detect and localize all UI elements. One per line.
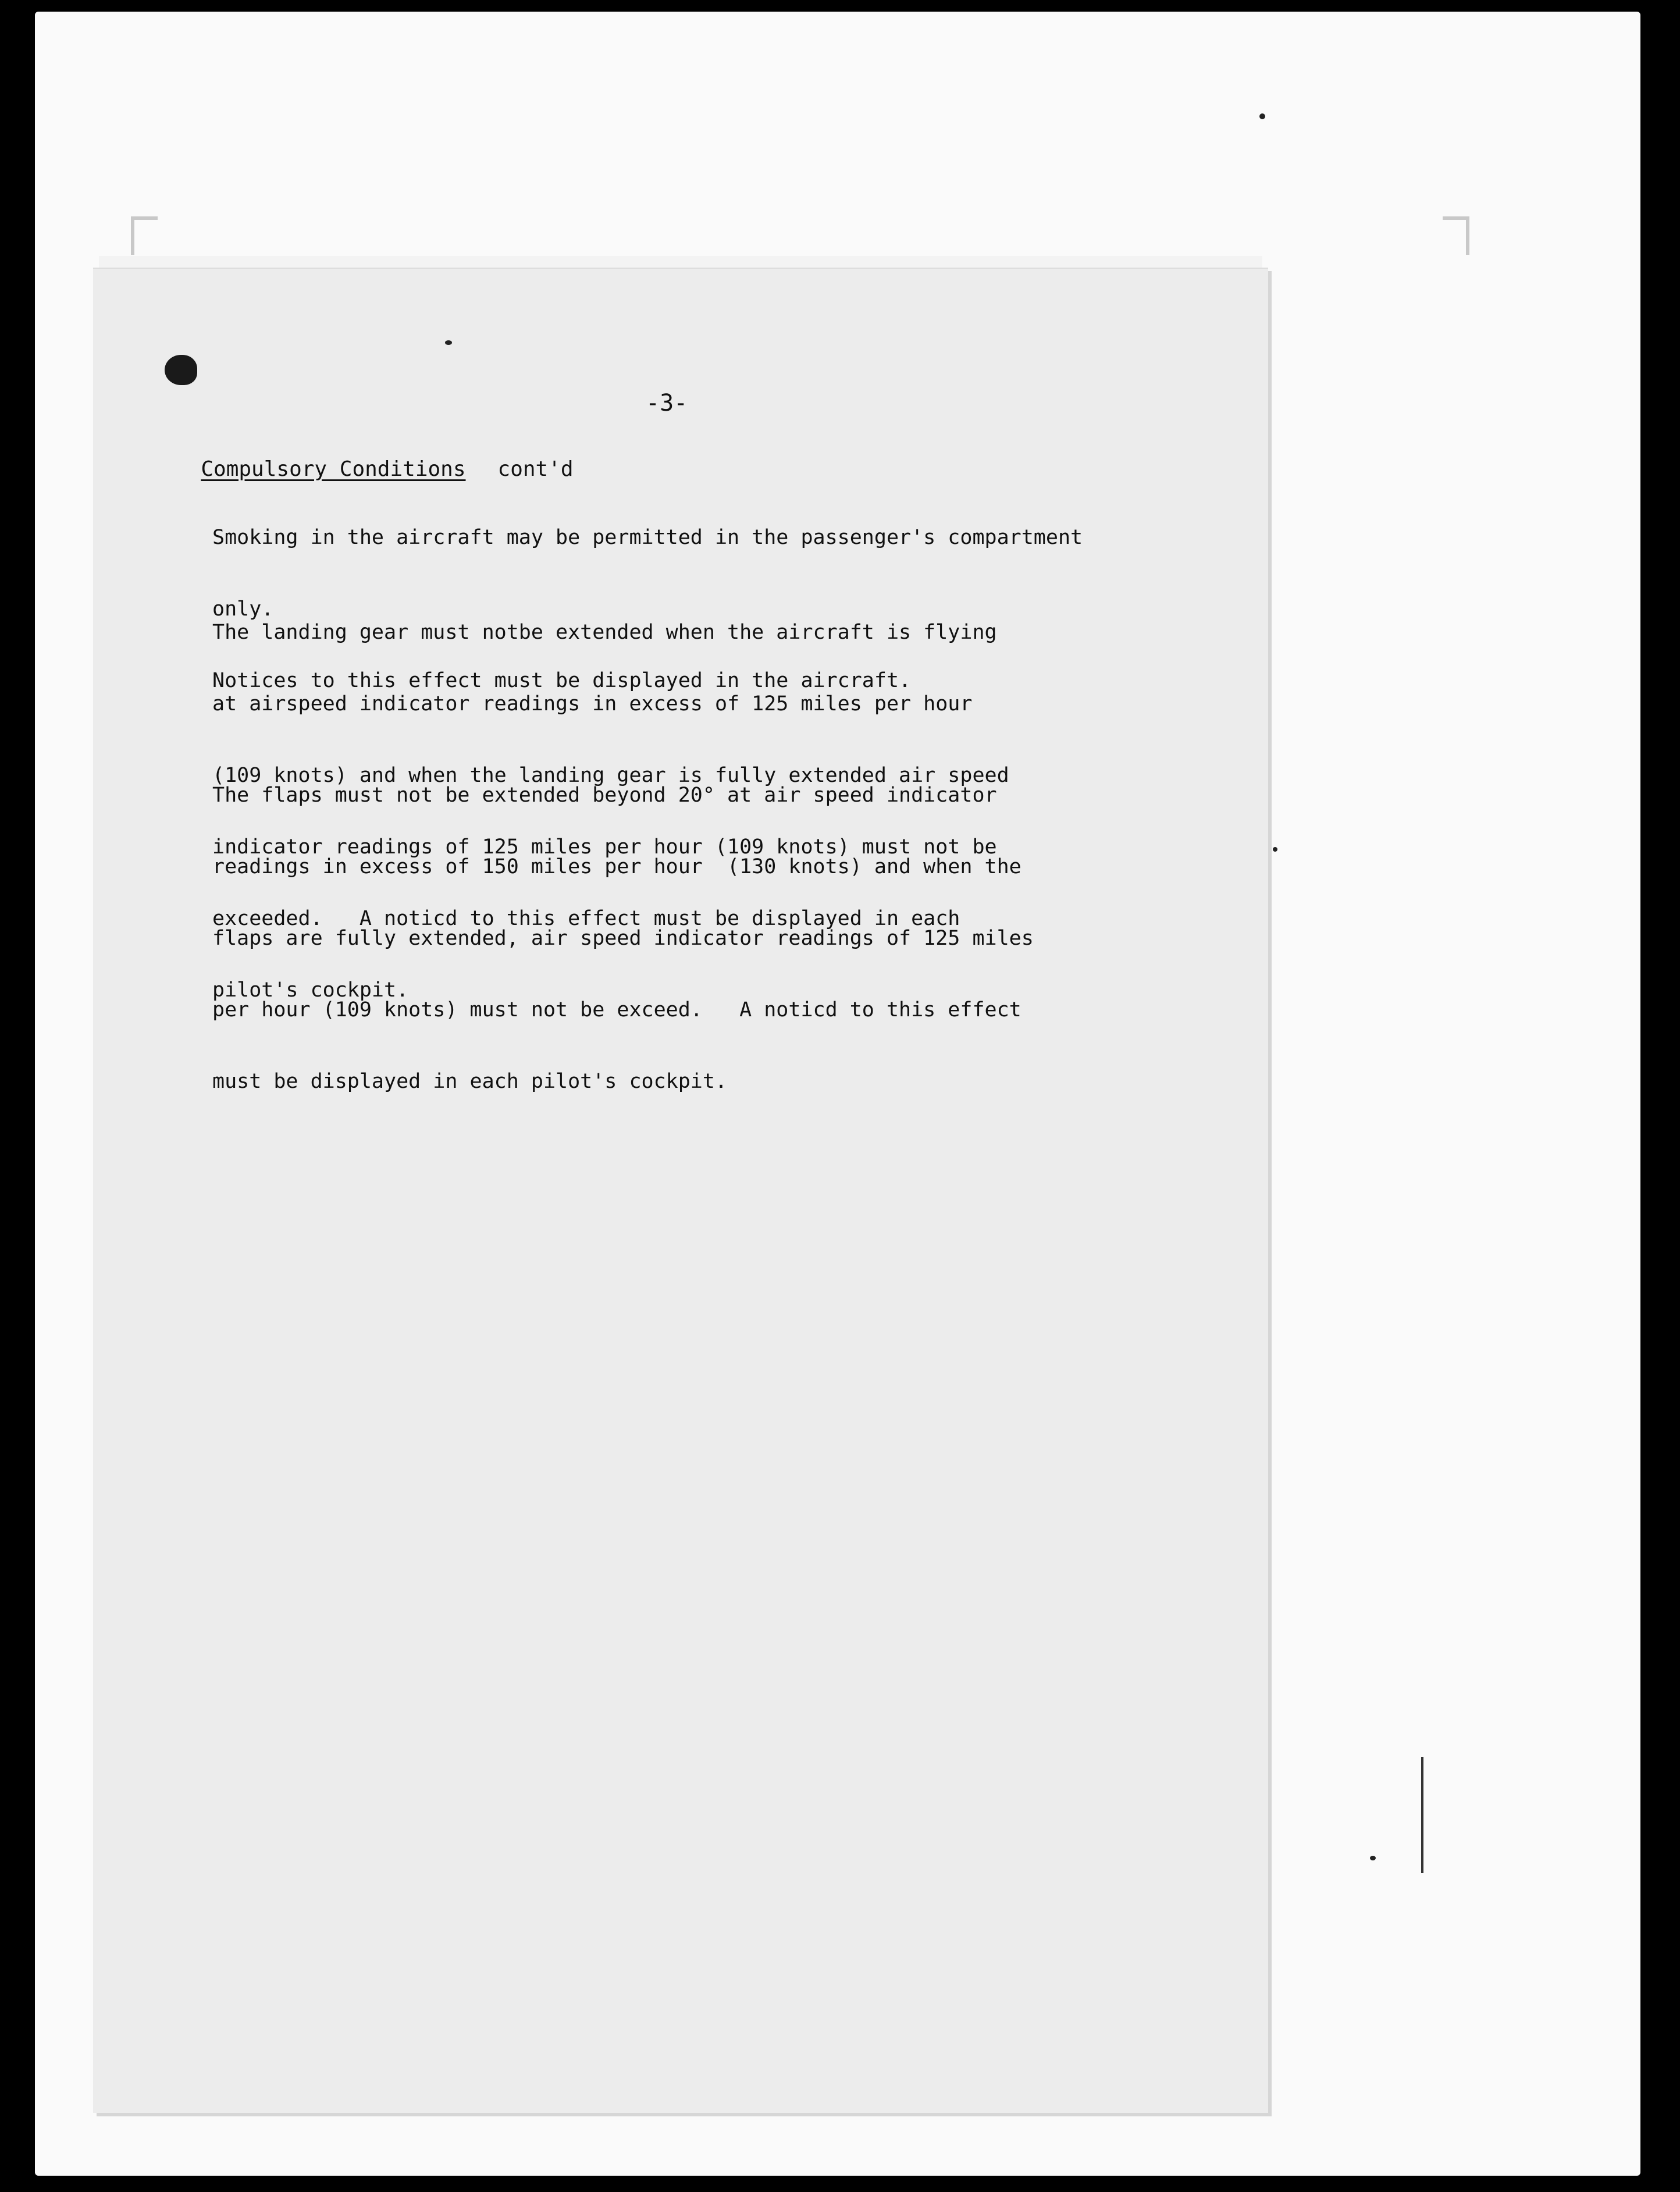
text-line: pilot's cockpit. bbox=[212, 978, 409, 1002]
text-line: (109 knots) and when the landing gear is fully extended air speed bbox=[212, 764, 1009, 787]
text-line: readings in excess of 150 miles per hour (130 knots) and when the bbox=[212, 855, 1021, 878]
scratch-line bbox=[1421, 1757, 1423, 1873]
text-line: must be displayed in each pilot's cockpit. bbox=[212, 1070, 728, 1093]
text-line: flaps are fully extended, air speed indicator readings of 125 miles bbox=[212, 927, 1034, 950]
text-line: Smoking in the aircraft may be permitted in the passenger's compartment bbox=[212, 526, 1083, 549]
text-line: at airspeed indicator readings in excess of 125 miles per hour bbox=[212, 692, 973, 716]
corner-mark-right bbox=[1443, 216, 1469, 255]
corner-mark-left bbox=[131, 216, 158, 255]
text-line: only. bbox=[212, 597, 274, 621]
text-line: The flaps must not be extended beyond 20° at air speed indicator bbox=[212, 784, 997, 807]
text-line: indicator readings of 125 miles per hour (109 knots) must not be bbox=[212, 835, 997, 859]
heading-title: Compulsory Conditions bbox=[201, 457, 466, 481]
paragraph-flaps bbox=[212, 736, 1034, 1118]
text-line: The landing gear must notbe extended when the aircraft is flying bbox=[212, 621, 997, 644]
dust-speck bbox=[1259, 113, 1265, 119]
dust-speck bbox=[1273, 847, 1277, 852]
dust-speck bbox=[1370, 1856, 1376, 1860]
punch-hole-mark bbox=[165, 355, 197, 385]
text-line: per hour (109 knots) must not be exceed. A noticd to this effect bbox=[212, 998, 1021, 1022]
text-line: Notices to this effect must be displayed in the aircraft. bbox=[212, 669, 912, 692]
page-number: -3- bbox=[646, 390, 688, 417]
text-line: exceeded. A noticd to this effect must be displayed in each bbox=[212, 907, 960, 930]
section-heading bbox=[176, 433, 574, 481]
heading-continued: cont'd bbox=[497, 457, 574, 481]
dust-speck bbox=[445, 340, 452, 345]
